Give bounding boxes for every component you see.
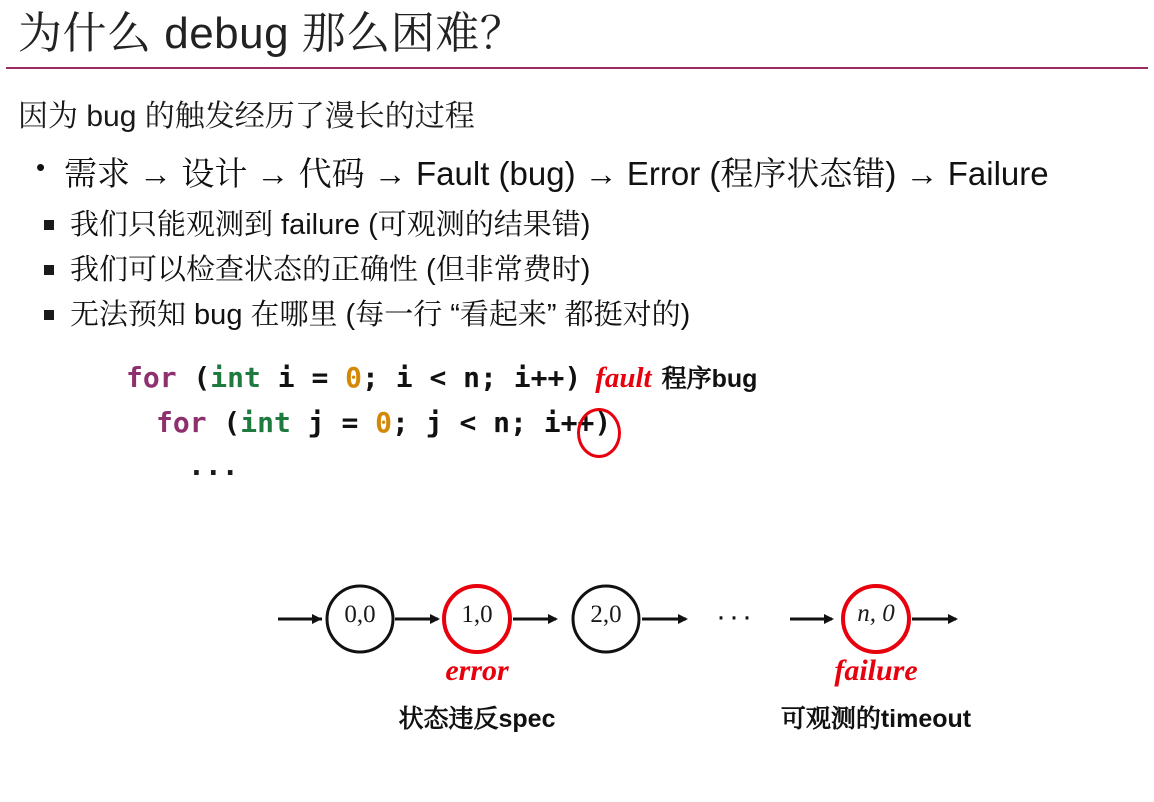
page-title: 为什么 debug 那么困难？ [18,9,525,58]
code-snippet [0,356,1154,488]
code-type-int: int [210,360,261,394]
code-var: i = [260,360,346,394]
code-line-2 [126,401,1154,444]
state-node-label: 1,0 [461,601,493,628]
code-line-1 [126,356,1154,401]
state-node-label: n, 0 [857,600,895,627]
list-item: 我们可以检查状态的正确性 (但非常费时) [42,248,1154,293]
code-rest: ; j < n; i++) [392,405,612,439]
state-node-label: 2,0 [590,601,622,628]
list-item: • 需求 → 设计 → 代码 → Fault (bug) → Error (程序状态错) → Failure [34,153,1154,195]
bullet-list-level2 [0,203,1154,338]
ellipsis: ··· [716,600,755,633]
state-transition-diagram [0,568,1154,758]
code-keyword-for: for [126,360,177,394]
bullet-list-level1 [0,153,1154,195]
code-type-int: int [240,405,291,439]
fault-note: 程序bug [661,364,758,393]
list-item: 无法预知 bug 在哪里 (每一行 “看起来” 都挺对的) [42,293,1154,338]
subtitle: 因为 bug 的触发经历了漫长的过程 [18,99,475,133]
code-keyword-for: for [156,405,207,439]
code-number: 0 [375,405,393,439]
code-rest: ; i < n; i++) [362,360,582,394]
error-caption: 状态违反spec [398,705,556,733]
diagram-svg [0,568,1154,698]
code-line-3: ... [188,449,239,483]
code-punct: ( [206,405,241,439]
list-item: 我们只能观测到 failure (可观测的结果错) [42,203,1154,248]
code-var: j = [290,405,376,439]
bug-highlight-circle-icon [577,408,621,458]
error-label: error [445,654,509,687]
code-number: 0 [345,360,363,394]
failure-caption: 可观测的timeout [780,705,972,733]
fault-label: fault [595,361,652,394]
code-punct: ( [176,360,211,394]
failure-label: failure [834,654,918,687]
state-node-label: 0,0 [344,601,376,628]
